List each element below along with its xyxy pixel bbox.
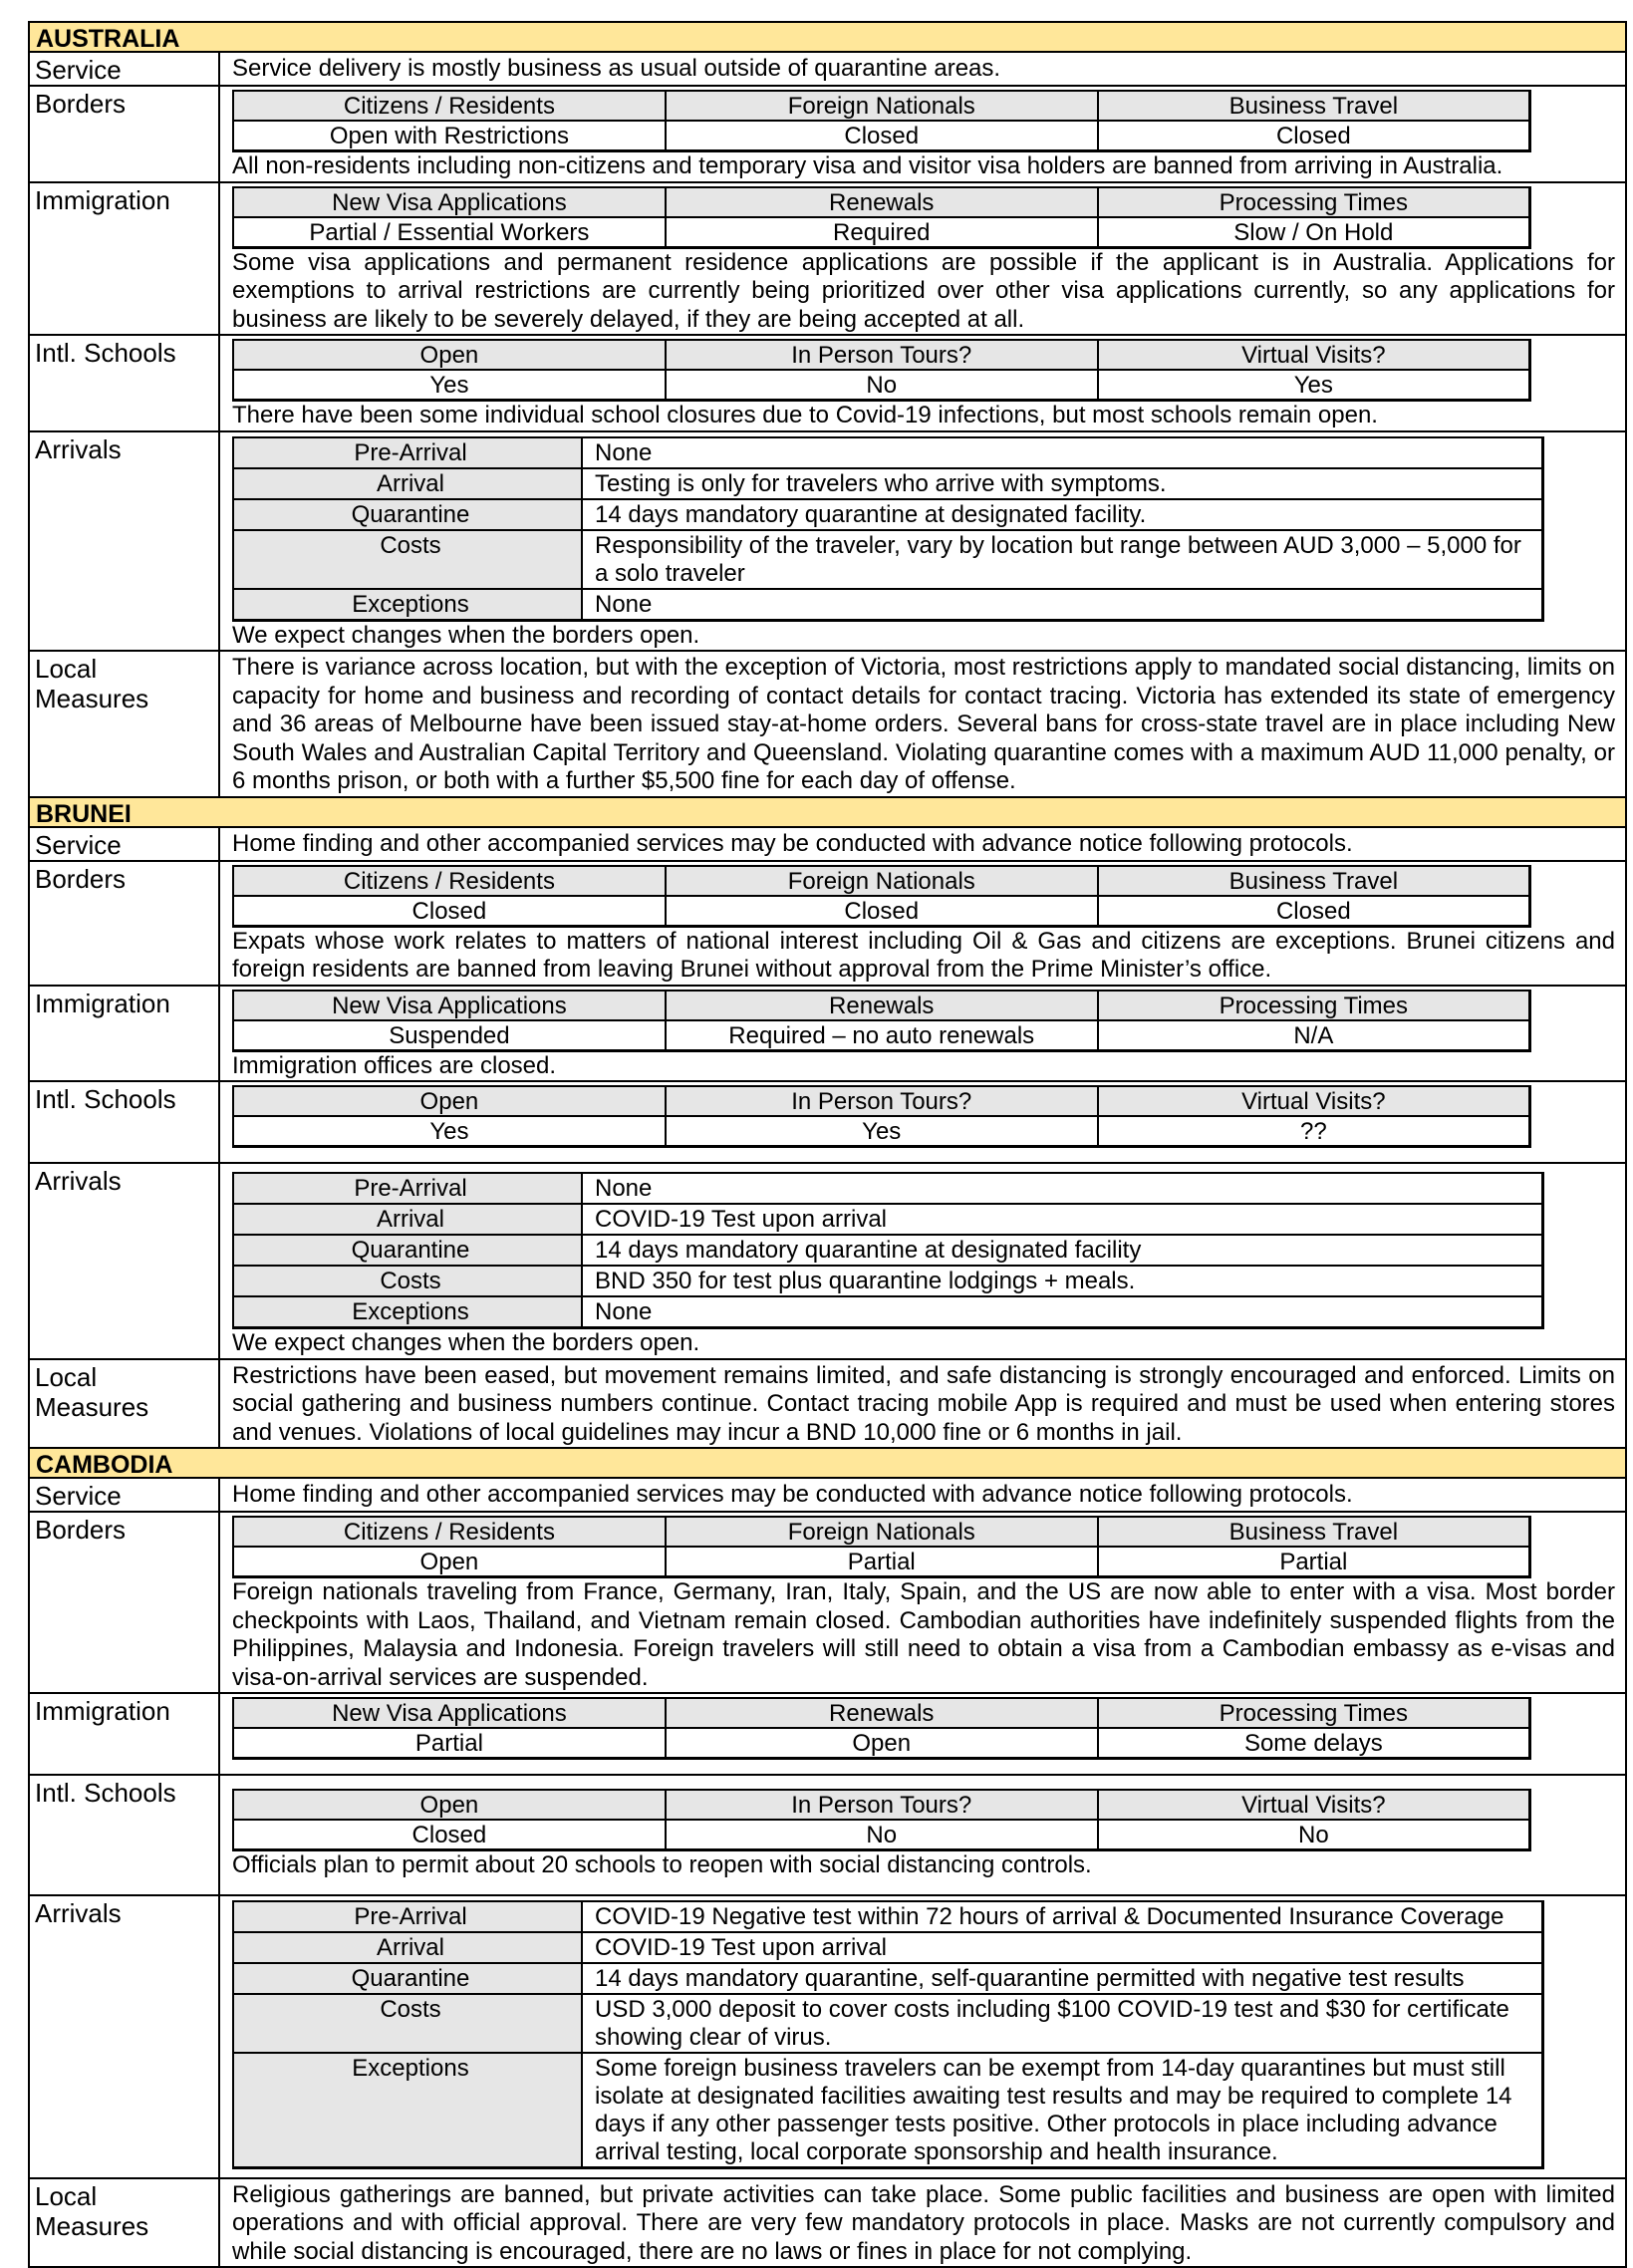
immigration-value-cell: Required: [666, 217, 1098, 248]
arrivals-key: Quarantine: [233, 1963, 582, 1994]
schools-header-row: [233, 1790, 1530, 1820]
local-measures-row: [28, 1360, 1627, 1450]
borders-header-cell: Business Travel: [1098, 91, 1530, 121]
immigration-table: [232, 1697, 1531, 1760]
schools-content: [220, 1082, 1625, 1162]
immigration-value-row: [233, 217, 1530, 248]
schools-content: [220, 336, 1625, 430]
borders-header-cell: Citizens / Residents: [233, 1517, 666, 1547]
immigration-value-cell: Partial / Essential Workers: [233, 217, 666, 248]
schools-note: [232, 1148, 1615, 1162]
immigration-content: [220, 1694, 1625, 1774]
arrivals-note: [232, 2169, 1615, 2177]
arrivals-value: Testing is only for travelers who arrive with symptoms.: [582, 468, 1543, 499]
borders-value-cell: Closed: [233, 896, 666, 927]
service-text: Home finding and other accompanied services may be conducted with advance notice following protocols.: [232, 1481, 1615, 1510]
schools-header-cell: In Person Tours?: [666, 1790, 1098, 1820]
arrivals-label-text: Arrivals: [35, 1166, 218, 1196]
borders-value-cell: Open: [233, 1547, 666, 1577]
schools-label: [30, 1082, 220, 1162]
arrivals-value: None: [582, 437, 1543, 468]
arrivals-key: Exceptions: [233, 2053, 582, 2168]
borders-header-row: [233, 1517, 1530, 1547]
arrivals-key: Exceptions: [233, 1296, 582, 1328]
local-measures-label: [30, 652, 220, 796]
schools-header-cell: Open: [233, 1086, 666, 1116]
schools-value-cell: Yes: [233, 370, 666, 401]
arrivals-row: [28, 1896, 1627, 2179]
schools-value-cell: Yes: [1098, 370, 1530, 401]
immigration-label: [30, 987, 220, 1081]
schools-header-cell: In Person Tours?: [666, 1086, 1098, 1116]
service-row: [28, 828, 1627, 862]
service-label: [30, 1479, 220, 1511]
schools-value-row: [233, 370, 1530, 401]
immigration-value-cell: N/A: [1098, 1020, 1530, 1051]
immigration-value-cell: Suspended: [233, 1020, 666, 1051]
immigration-value-cell: Partial: [233, 1728, 666, 1759]
borders-value-cell: Partial: [666, 1547, 1098, 1577]
borders-note: All non-residents including non-citizens and temporary visa and visitor visa holders are banned from arriving in Australia.: [232, 152, 1615, 181]
borders-table: [232, 90, 1531, 152]
local-measures-content: [220, 1360, 1625, 1448]
schools-header-cell: Virtual Visits?: [1098, 1790, 1530, 1820]
arrivals-key: Quarantine: [233, 1235, 582, 1266]
borders-value-cell: Closed: [1098, 896, 1530, 927]
local-measures-label-text-2: Measures: [35, 684, 218, 713]
borders-content: [220, 87, 1625, 181]
service-label-text: Service: [35, 830, 218, 860]
arrivals-value: None: [582, 589, 1543, 621]
arrivals-label: [30, 432, 220, 651]
borders-label-text: Borders: [35, 864, 218, 894]
arrivals-row: [233, 530, 1543, 589]
arrivals-row: [233, 1173, 1543, 1204]
schools-label: [30, 336, 220, 430]
local-measures-content: [220, 2179, 1625, 2267]
arrivals-key: Costs: [233, 530, 582, 589]
schools-table: [232, 1789, 1531, 1851]
borders-note: Foreign nationals traveling from France, Germany, Iran, Italy, Spain, and the US are now able to enter with a visa. Most border checkpoints with Laos, Thailand, and Vietnam remain closed. Cambodian authorities have indefinitely suspended flights from the Philippines, Malaysia and Indonesia. Foreign travelers will still need to obtain a visa from a Cambodian embassy as e-visas and visa-on-arrival services are suspended.: [232, 1578, 1615, 1692]
immigration-label-text: Immigration: [35, 185, 218, 215]
country-header: AUSTRALIA: [28, 21, 1627, 53]
schools-header-row: [233, 340, 1530, 370]
local-measures-label-text-2: Measures: [35, 2211, 218, 2241]
arrivals-row: [233, 1963, 1543, 1994]
arrivals-table: [232, 1172, 1544, 1329]
borders-row: [28, 862, 1627, 987]
schools-value-row: [233, 1116, 1530, 1147]
immigration-value-cell: Some delays: [1098, 1728, 1530, 1759]
arrivals-key: Pre-Arrival: [233, 1901, 582, 1932]
arrivals-label-text: Arrivals: [35, 434, 218, 464]
immigration-header-cell: Renewals: [666, 991, 1098, 1020]
arrivals-value: None: [582, 1296, 1543, 1328]
immigration-header-row: [233, 187, 1530, 217]
borders-label-text: Borders: [35, 1515, 218, 1545]
immigration-content: [220, 183, 1625, 335]
immigration-value-cell: Slow / On Hold: [1098, 217, 1530, 248]
borders-row: [28, 87, 1627, 183]
schools-row: [28, 1082, 1627, 1164]
immigration-table: [232, 186, 1531, 249]
immigration-row: [28, 183, 1627, 337]
arrivals-key: Pre-Arrival: [233, 1173, 582, 1204]
schools-header-cell: Open: [233, 340, 666, 370]
immigration-header-cell: Renewals: [666, 187, 1098, 217]
arrivals-row: [233, 1901, 1543, 1932]
arrivals-note: We expect changes when the borders open.: [232, 1329, 1615, 1358]
local-measures-text: Restrictions have been eased, but movement remains limited, and safe distancing is strongly encouraged and enforced. Limits on social gathering and business numbers continue. Contact tracing mobile App is required and must be used when entering stores and venues. Violations of local guidelines may incur a BND 10,000 fine or 6 months in jail.: [232, 1362, 1615, 1448]
borders-header-row: [233, 91, 1530, 121]
borders-label: [30, 1513, 220, 1692]
country-header: BRUNEI: [28, 796, 1627, 828]
arrivals-value: 14 days mandatory quarantine at designated facility: [582, 1235, 1543, 1266]
local-measures-row: [28, 652, 1627, 798]
schools-header-cell: In Person Tours?: [666, 340, 1098, 370]
borders-value-row: [233, 121, 1530, 151]
arrivals-row: [233, 1994, 1543, 2053]
immigration-row: [28, 987, 1627, 1083]
immigration-value-cell: Open: [666, 1728, 1098, 1759]
local-measures-text: There is variance across location, but with the exception of Victoria, most restrictions apply to mandated social distancing, limits on capacity for home and business and recording of contact details for contact tracing. Victoria has extended its state of emergency and 36 areas of Melbourne have been issued stay-at-home orders. Several bans for cross-state travel are in place including New South Wales and Australian Capital Territory and Queensland. Violating quarantine comes with a maximum AUD 11,000 penalty, or 6 months prison, or both with a further $5,500 fine for each day of offense.: [232, 654, 1615, 796]
immigration-content: [220, 987, 1625, 1081]
service-content: [220, 1479, 1625, 1511]
borders-content: [220, 1513, 1625, 1692]
immigration-value-row: [233, 1020, 1530, 1051]
service-content: [220, 53, 1625, 85]
borders-header-row: [233, 866, 1530, 896]
borders-table: [232, 1516, 1531, 1578]
arrivals-label: [30, 1164, 220, 1358]
schools-header-cell: Virtual Visits?: [1098, 340, 1530, 370]
arrivals-value: 14 days mandatory quarantine at designated facility.: [582, 499, 1543, 530]
arrivals-key: Arrival: [233, 1932, 582, 1963]
local-measures-content: [220, 652, 1625, 796]
local-measures-label-text: Local: [35, 1362, 218, 1392]
immigration-header-cell: New Visa Applications: [233, 991, 666, 1020]
service-text: Service delivery is mostly business as usual outside of quarantine areas.: [232, 55, 1615, 84]
arrivals-value: USD 3,000 deposit to cover costs including $100 COVID-19 test and $30 for certificate showing clear of virus.: [582, 1994, 1543, 2053]
arrivals-label: [30, 1896, 220, 2177]
borders-value-row: [233, 1547, 1530, 1577]
immigration-table: [232, 990, 1531, 1052]
arrivals-key: Arrival: [233, 1204, 582, 1235]
borders-header-cell: Business Travel: [1098, 866, 1530, 896]
arrivals-key: Costs: [233, 1266, 582, 1296]
schools-value-cell: No: [666, 370, 1098, 401]
schools-row: [28, 336, 1627, 432]
schools-table: [232, 1085, 1531, 1148]
immigration-label-text: Immigration: [35, 1696, 218, 1726]
schools-value-cell: Yes: [233, 1116, 666, 1147]
arrivals-value: BND 350 for test plus quarantine lodgings + meals.: [582, 1266, 1543, 1296]
schools-content: [220, 1776, 1625, 1894]
arrivals-key: Quarantine: [233, 499, 582, 530]
immigration-label-text: Immigration: [35, 989, 218, 1018]
borders-row: [28, 1513, 1627, 1694]
borders-label: [30, 87, 220, 181]
arrivals-key: Arrival: [233, 468, 582, 499]
service-label: [30, 828, 220, 860]
schools-header-cell: Virtual Visits?: [1098, 1086, 1530, 1116]
schools-note: Officials plan to permit about 20 schools to reopen with social distancing controls.: [232, 1851, 1615, 1894]
immigration-header-cell: Processing Times: [1098, 1698, 1530, 1728]
immigration-value-cell: Required – no auto renewals: [666, 1020, 1098, 1051]
local-measures-text: Religious gatherings are banned, but private activities can take place. Some public facilities and business are open with limited operations and with official approval. There are very few mandatory protocols in place. Masks are not currently compulsory and while social distancing is encouraged, there are no laws or fines in place for not complying.: [232, 2181, 1615, 2267]
borders-header-cell: Citizens / Residents: [233, 866, 666, 896]
local-measures-label-text: Local: [35, 2181, 218, 2211]
borders-value-cell: Closed: [666, 121, 1098, 151]
schools-value-cell: Yes: [666, 1116, 1098, 1147]
schools-row: [28, 1776, 1627, 1896]
arrivals-row: [233, 437, 1543, 468]
borders-header-cell: Foreign Nationals: [666, 1517, 1098, 1547]
borders-content: [220, 862, 1625, 985]
arrivals-key: Exceptions: [233, 589, 582, 621]
immigration-note: [232, 1760, 1615, 1774]
schools-label-text: Intl. Schools: [35, 338, 218, 368]
schools-value-cell: No: [1098, 1820, 1530, 1850]
arrivals-row: [233, 2053, 1543, 2168]
schools-value-row: [233, 1820, 1530, 1850]
schools-label-text: Intl. Schools: [35, 1778, 218, 1808]
arrivals-value: Responsibility of the traveler, vary by location but range between AUD 3,000 – 5,000 for a solo traveler: [582, 530, 1543, 589]
borders-label-text: Borders: [35, 89, 218, 119]
immigration-header-cell: Processing Times: [1098, 991, 1530, 1020]
arrivals-value: None: [582, 1173, 1543, 1204]
borders-value-cell: Open with Restrictions: [233, 121, 666, 151]
schools-value-cell: No: [666, 1820, 1098, 1850]
immigration-note: Immigration offices are closed.: [232, 1052, 1615, 1081]
arrivals-table: [232, 1900, 1544, 2169]
borders-note: Expats whose work relates to matters of national interest including Oil & Gas and citizens are exceptions. Brunei citizens and foreign residents are banned from leaving Brunei without approval from the Prime Minister’s office.: [232, 928, 1615, 985]
immigration-header-cell: New Visa Applications: [233, 187, 666, 217]
borders-header-cell: Citizens / Residents: [233, 91, 666, 121]
schools-header-row: [233, 1086, 1530, 1116]
borders-value-cell: Closed: [666, 896, 1098, 927]
arrivals-content: [220, 1164, 1625, 1358]
arrivals-value: Some foreign business travelers can be exempt from 14-day quarantines but must still isolate at designated facilities awaiting test results and may be required to complete 14 days if any other passenger tests positive. Other protocols in place including advance arrival testing, local corporate sponsorship and health insurance.: [582, 2053, 1543, 2168]
arrivals-value: COVID-19 Test upon arrival: [582, 1204, 1543, 1235]
arrivals-value: COVID-19 Negative test within 72 hours of arrival & Documented Insurance Coverage: [582, 1901, 1543, 1932]
borders-header-cell: Foreign Nationals: [666, 91, 1098, 121]
borders-value-cell: Closed: [1098, 121, 1530, 151]
schools-header-cell: Open: [233, 1790, 666, 1820]
arrivals-row: [28, 432, 1627, 653]
service-content: [220, 828, 1625, 860]
local-measures-label: [30, 1360, 220, 1448]
arrivals-note: We expect changes when the borders open.: [232, 622, 1615, 651]
service-label-text: Service: [35, 55, 218, 85]
service-label: [30, 53, 220, 85]
arrivals-content: [220, 1896, 1625, 2177]
immigration-value-row: [233, 1728, 1530, 1759]
immigration-label: [30, 183, 220, 335]
service-text: Home finding and other accompanied services may be conducted with advance notice following protocols.: [232, 830, 1615, 859]
immigration-header-row: [233, 1698, 1530, 1728]
immigration-label: [30, 1694, 220, 1774]
immigration-note: Some visa applications and permanent residence applications are possible if the applicant is in Australia. Applications for exemptions to arrival restrictions are currently being prioritized over other visa applications currently, so any applications for business are likely to be severely delayed, if they are being accepted at all.: [232, 249, 1615, 335]
arrivals-table: [232, 436, 1544, 622]
arrivals-value: COVID-19 Test upon arrival: [582, 1932, 1543, 1963]
service-label-text: Service: [35, 1481, 218, 1511]
arrivals-row: [233, 468, 1543, 499]
schools-table: [232, 339, 1531, 402]
local-measures-label-text: Local: [35, 654, 218, 684]
immigration-header-cell: Renewals: [666, 1698, 1098, 1728]
immigration-row: [28, 1694, 1627, 1776]
arrivals-row: [233, 1204, 1543, 1235]
arrivals-row: [233, 499, 1543, 530]
service-row: [28, 1479, 1627, 1513]
arrivals-key: Pre-Arrival: [233, 437, 582, 468]
arrivals-row: [233, 1296, 1543, 1328]
schools-label-text: Intl. Schools: [35, 1084, 218, 1114]
country-header: CAMBODIA: [28, 1447, 1627, 1479]
arrivals-row: [233, 1235, 1543, 1266]
immigration-header-row: [233, 991, 1530, 1020]
arrivals-row: [233, 1932, 1543, 1963]
borders-value-row: [233, 896, 1530, 927]
arrivals-key: Costs: [233, 1994, 582, 2053]
arrivals-row: [28, 1164, 1627, 1360]
country-status-sheet: [28, 23, 1627, 2268]
schools-label: [30, 1776, 220, 1894]
arrivals-row: [233, 589, 1543, 621]
borders-table: [232, 865, 1531, 928]
schools-value-cell: Closed: [233, 1820, 666, 1850]
borders-label: [30, 862, 220, 985]
schools-note: There have been some individual school closures due to Covid-19 infections, but most schools remain open.: [232, 402, 1615, 430]
schools-value-cell: ??: [1098, 1116, 1530, 1147]
arrivals-content: [220, 432, 1625, 651]
borders-header-cell: Business Travel: [1098, 1517, 1530, 1547]
local-measures-label: [30, 2179, 220, 2267]
service-row: [28, 53, 1627, 87]
immigration-header-cell: New Visa Applications: [233, 1698, 666, 1728]
arrivals-value: 14 days mandatory quarantine, self-quarantine permitted with negative test results: [582, 1963, 1543, 1994]
borders-value-cell: Partial: [1098, 1547, 1530, 1577]
immigration-header-cell: Processing Times: [1098, 187, 1530, 217]
local-measures-label-text-2: Measures: [35, 1392, 218, 1422]
arrivals-label-text: Arrivals: [35, 1898, 218, 1928]
local-measures-row: [28, 2179, 1627, 2268]
arrivals-row: [233, 1266, 1543, 1296]
borders-header-cell: Foreign Nationals: [666, 866, 1098, 896]
